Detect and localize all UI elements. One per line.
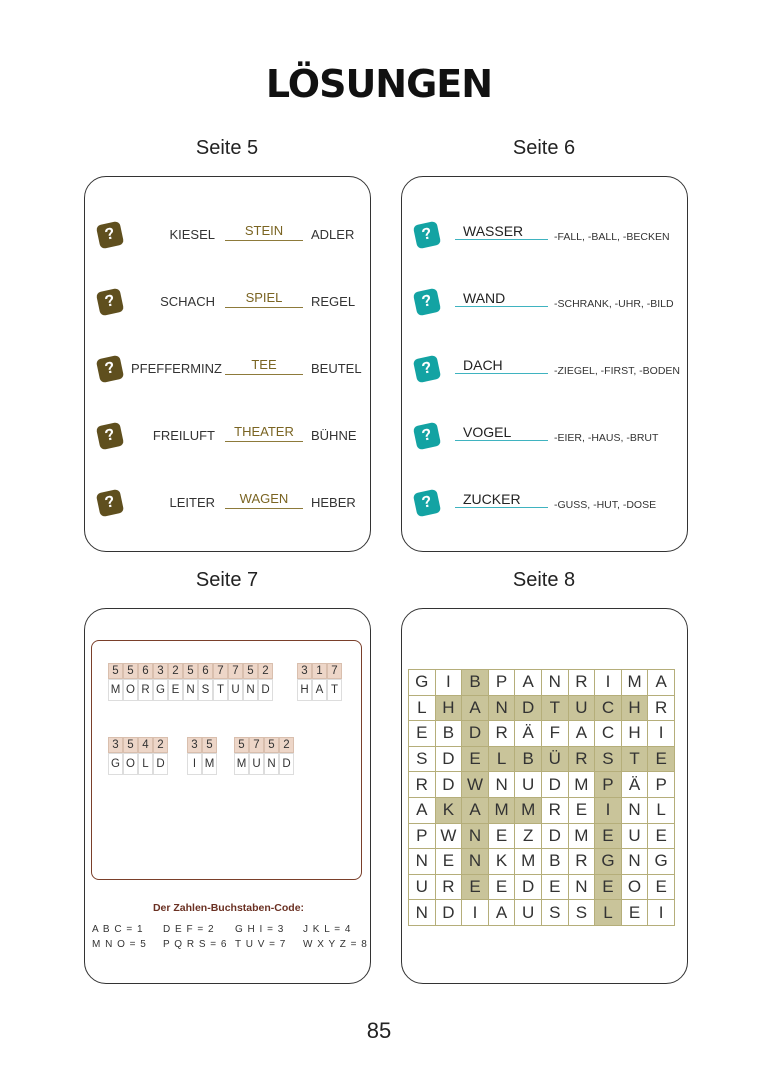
grid-cell: E [462,874,489,900]
grid-cell: H [621,695,648,721]
grid-cell: P [488,670,515,696]
seite6-row [402,221,687,261]
code-column [153,737,168,775]
code-number: 6 [198,663,213,679]
code-number: 2 [258,663,273,679]
question-icon: ? [413,221,441,249]
question-icon: ? [96,355,124,383]
code-column [198,663,213,701]
seite7-card [84,608,371,984]
grid-cell: E [541,874,568,900]
grid-cell: C [595,695,622,721]
grid-cell: E [648,823,675,849]
code-letter: M [234,753,249,775]
grid-cell: D [515,695,542,721]
seite6-row [402,355,687,395]
answer: DACH [455,358,548,374]
grid-row [409,797,675,823]
grid-cell: U [621,823,648,849]
grid-cell: I [648,900,675,926]
question-icon: ? [96,221,124,249]
grid-row [409,823,675,849]
seite6-row [402,422,687,462]
code-number: 5 [234,737,249,753]
grid-cell: E [488,874,515,900]
code-key-item: J K L = 4 [303,924,352,935]
answer: THEATER [225,425,303,442]
grid-cell: N [462,849,489,875]
grid-cell: R [648,695,675,721]
suffixes: -SCHRANK, -UHR, -BILD [554,298,674,310]
code-column [264,737,279,775]
answer: STEIN [225,224,303,241]
code-column [202,737,217,775]
code-column [153,663,168,701]
seite5-card [84,176,371,552]
page-title: LÖSUNGEN [265,62,493,106]
grid-cell: Ä [621,772,648,798]
grid-cell: E [409,721,436,747]
grid-cell: R [541,797,568,823]
grid-cell: A [648,670,675,696]
grid-cell: F [541,721,568,747]
grid-cell: A [515,670,542,696]
code-letter: G [108,753,123,775]
code-letter: N [243,679,258,701]
grid-cell: M [488,797,515,823]
word-left: KIESEL [169,227,215,242]
grid-cell: S [409,746,436,772]
seite7-heading: Seite 7 [195,569,259,591]
word-left: SCHACH [160,294,215,309]
word-right: BÜHNE [311,428,357,443]
grid-cell: L [648,797,675,823]
grid-cell: R [488,721,515,747]
grid-cell: B [462,670,489,696]
code-key-item: A B C = 1 [92,924,144,935]
grid-row [409,874,675,900]
grid-cell: W [462,772,489,798]
grid-cell: L [595,900,622,926]
code-column [312,663,327,701]
grid-cell: E [462,746,489,772]
grid-cell: E [568,797,595,823]
grid-cell: E [648,746,675,772]
grid-cell: D [462,721,489,747]
code-key-item: T U V = 7 [235,939,287,950]
code-column [187,737,202,775]
seite5-heading: Seite 5 [195,137,259,159]
code-letter: T [327,679,342,701]
code-letter: U [249,753,264,775]
code-letter: O [123,753,138,775]
code-title: Der Zahlen-Buchstaben-Code: [152,902,305,914]
grid-cell: N [488,695,515,721]
code-column [327,663,342,701]
code-number: 5 [123,663,138,679]
grid-cell: U [409,874,436,900]
code-letter: I [187,753,202,775]
code-column [108,737,123,775]
grid-row [409,721,675,747]
grid-cell: D [435,900,462,926]
code-column [243,663,258,701]
code-solution-box [91,640,362,880]
grid-cell: B [435,721,462,747]
grid-cell: I [462,900,489,926]
code-letter: E [168,679,183,701]
answer: SPIEL [225,291,303,308]
word-left: FREILUFT [152,428,215,443]
grid-cell: U [515,900,542,926]
grid-cell: L [409,695,436,721]
code-letter: D [258,679,273,701]
code-column [123,737,138,775]
answer: WAGEN [225,492,303,509]
code-number: 2 [153,737,168,753]
code-letter: A [312,679,327,701]
grid-cell: E [435,849,462,875]
code-letter: N [183,679,198,701]
code-letter: T [213,679,228,701]
grid-cell: I [648,721,675,747]
code-letter: M [108,679,123,701]
seite5-row [85,355,370,395]
word-search-grid [408,669,675,926]
grid-cell: Ü [541,746,568,772]
suffixes: -EIER, -HAUS, -BRUT [554,432,659,444]
grid-cell: D [541,823,568,849]
grid-cell: S [541,900,568,926]
code-group [234,737,294,775]
grid-cell: A [488,900,515,926]
seite5-row [85,489,370,529]
seite5-row [85,422,370,462]
seite8-heading: Seite 8 [512,569,576,591]
grid-cell: N [409,849,436,875]
code-number: 7 [228,663,243,679]
grid-cell: E [648,874,675,900]
grid-cell: T [621,746,648,772]
grid-cell: A [409,797,436,823]
grid-cell: H [435,695,462,721]
code-number: 3 [297,663,312,679]
seite6-heading: Seite 6 [512,137,576,159]
code-letter: D [153,753,168,775]
word-left: PFEFFERMINZ [131,361,222,376]
grid-cell: I [595,670,622,696]
grid-cell: D [515,874,542,900]
grid-cell: Ä [515,721,542,747]
code-number: 5 [183,663,198,679]
code-letter: M [202,753,217,775]
question-icon: ? [96,422,124,450]
code-number: 5 [123,737,138,753]
grid-row [409,772,675,798]
grid-cell: M [568,772,595,798]
grid-cell: A [462,797,489,823]
code-key-item: W X Y Z = 8 [303,939,368,950]
grid-cell: B [515,746,542,772]
grid-cell: E [488,823,515,849]
grid-cell: A [462,695,489,721]
page-number: 85 [366,1018,392,1043]
grid-cell: G [648,849,675,875]
grid-cell: P [595,772,622,798]
grid-cell: L [488,746,515,772]
code-group [108,663,273,701]
code-column [138,663,153,701]
grid-cell: E [595,823,622,849]
code-column [297,663,312,701]
grid-cell: N [621,797,648,823]
code-number: 3 [108,737,123,753]
grid-cell: P [648,772,675,798]
question-icon: ? [96,489,124,517]
grid-cell: P [409,823,436,849]
suffixes: -GUSS, -HUT, -DOSE [554,499,657,511]
grid-cell: K [435,797,462,823]
grid-cell: M [621,670,648,696]
seite6-row [402,489,687,529]
grid-row [409,695,675,721]
question-icon: ? [413,422,441,450]
answer: WASSER [455,224,548,240]
code-column [228,663,243,701]
code-letter: S [198,679,213,701]
code-key-item: G H I = 3 [235,924,285,935]
grid-cell: M [515,849,542,875]
grid-cell: R [409,772,436,798]
code-column [213,663,228,701]
code-letter: N [264,753,279,775]
grid-cell: G [409,670,436,696]
grid-cell: O [621,874,648,900]
grid-cell: N [568,874,595,900]
word-right: BEUTEL [311,361,362,376]
code-number: 5 [108,663,123,679]
grid-cell: Z [515,823,542,849]
code-column [123,663,138,701]
code-column [258,663,273,701]
code-letter: R [138,679,153,701]
grid-cell: G [595,849,622,875]
grid-cell: R [568,746,595,772]
code-number: 6 [138,663,153,679]
grid-row [409,900,675,926]
grid-cell: S [568,900,595,926]
grid-cell: I [595,797,622,823]
code-key-item: D E F = 2 [163,924,215,935]
question-icon: ? [96,288,124,316]
seite5-row [85,288,370,328]
grid-cell: N [541,670,568,696]
code-number: 1 [312,663,327,679]
grid-cell: I [435,670,462,696]
code-letter: H [297,679,312,701]
answer: TEE [225,358,303,375]
grid-cell: N [409,900,436,926]
code-letter: O [123,679,138,701]
answer: WAND [455,291,548,307]
grid-cell: M [515,797,542,823]
code-group [108,737,168,775]
code-column [168,663,183,701]
code-letter: L [138,753,153,775]
grid-cell: K [488,849,515,875]
grid-cell: D [435,772,462,798]
suffixes: -ZIEGEL, -FIRST, -BODEN [554,365,681,377]
code-column [138,737,153,775]
word-right: REGEL [311,294,356,309]
question-icon: ? [413,489,441,517]
code-column [249,737,264,775]
question-icon: ? [413,355,441,383]
code-key-item: M N O = 5 [92,939,147,950]
grid-cell: W [435,823,462,849]
grid-cell: C [595,721,622,747]
code-number: 7 [327,663,342,679]
answer: ZUCKER [455,492,548,508]
grid-cell: R [568,849,595,875]
seite8-card [401,608,688,984]
grid-cell: U [515,772,542,798]
code-column [234,737,249,775]
code-column [279,737,294,775]
code-number: 5 [264,737,279,753]
seite5-row [85,221,370,261]
word-left: LEITER [169,495,215,510]
grid-cell: R [568,670,595,696]
code-number: 3 [153,663,168,679]
grid-cell: E [621,900,648,926]
code-number: 4 [138,737,153,753]
grid-cell: M [568,823,595,849]
code-number: 7 [213,663,228,679]
code-number: 7 [249,737,264,753]
suffixes: -FALL, -BALL, -BECKEN [554,231,670,243]
grid-cell: R [435,874,462,900]
grid-row [409,670,675,696]
word-right: ADLER [311,227,355,242]
code-letter: G [153,679,168,701]
code-key-item: P Q R S = 6 [163,939,228,950]
grid-cell: T [541,695,568,721]
seite6-card [401,176,688,552]
question-icon: ? [413,288,441,316]
code-number: 5 [202,737,217,753]
grid-cell: N [462,823,489,849]
code-number: 2 [168,663,183,679]
grid-cell: S [595,746,622,772]
word-right: HEBER [311,495,356,510]
code-number: 2 [279,737,294,753]
grid-row [409,849,675,875]
grid-cell: B [541,849,568,875]
grid-cell: E [595,874,622,900]
grid-cell: A [568,721,595,747]
grid-cell: H [621,721,648,747]
code-column [108,663,123,701]
grid-cell: N [488,772,515,798]
code-letter: U [228,679,243,701]
seite6-row [402,288,687,328]
grid-cell: U [568,695,595,721]
grid-cell: D [541,772,568,798]
code-group [297,663,342,701]
code-letter: D [279,753,294,775]
code-group [187,737,217,775]
answer: VOGEL [455,425,548,441]
code-number: 5 [243,663,258,679]
grid-cell: N [621,849,648,875]
code-column [183,663,198,701]
grid-cell: D [435,746,462,772]
grid-row [409,746,675,772]
code-number: 3 [187,737,202,753]
